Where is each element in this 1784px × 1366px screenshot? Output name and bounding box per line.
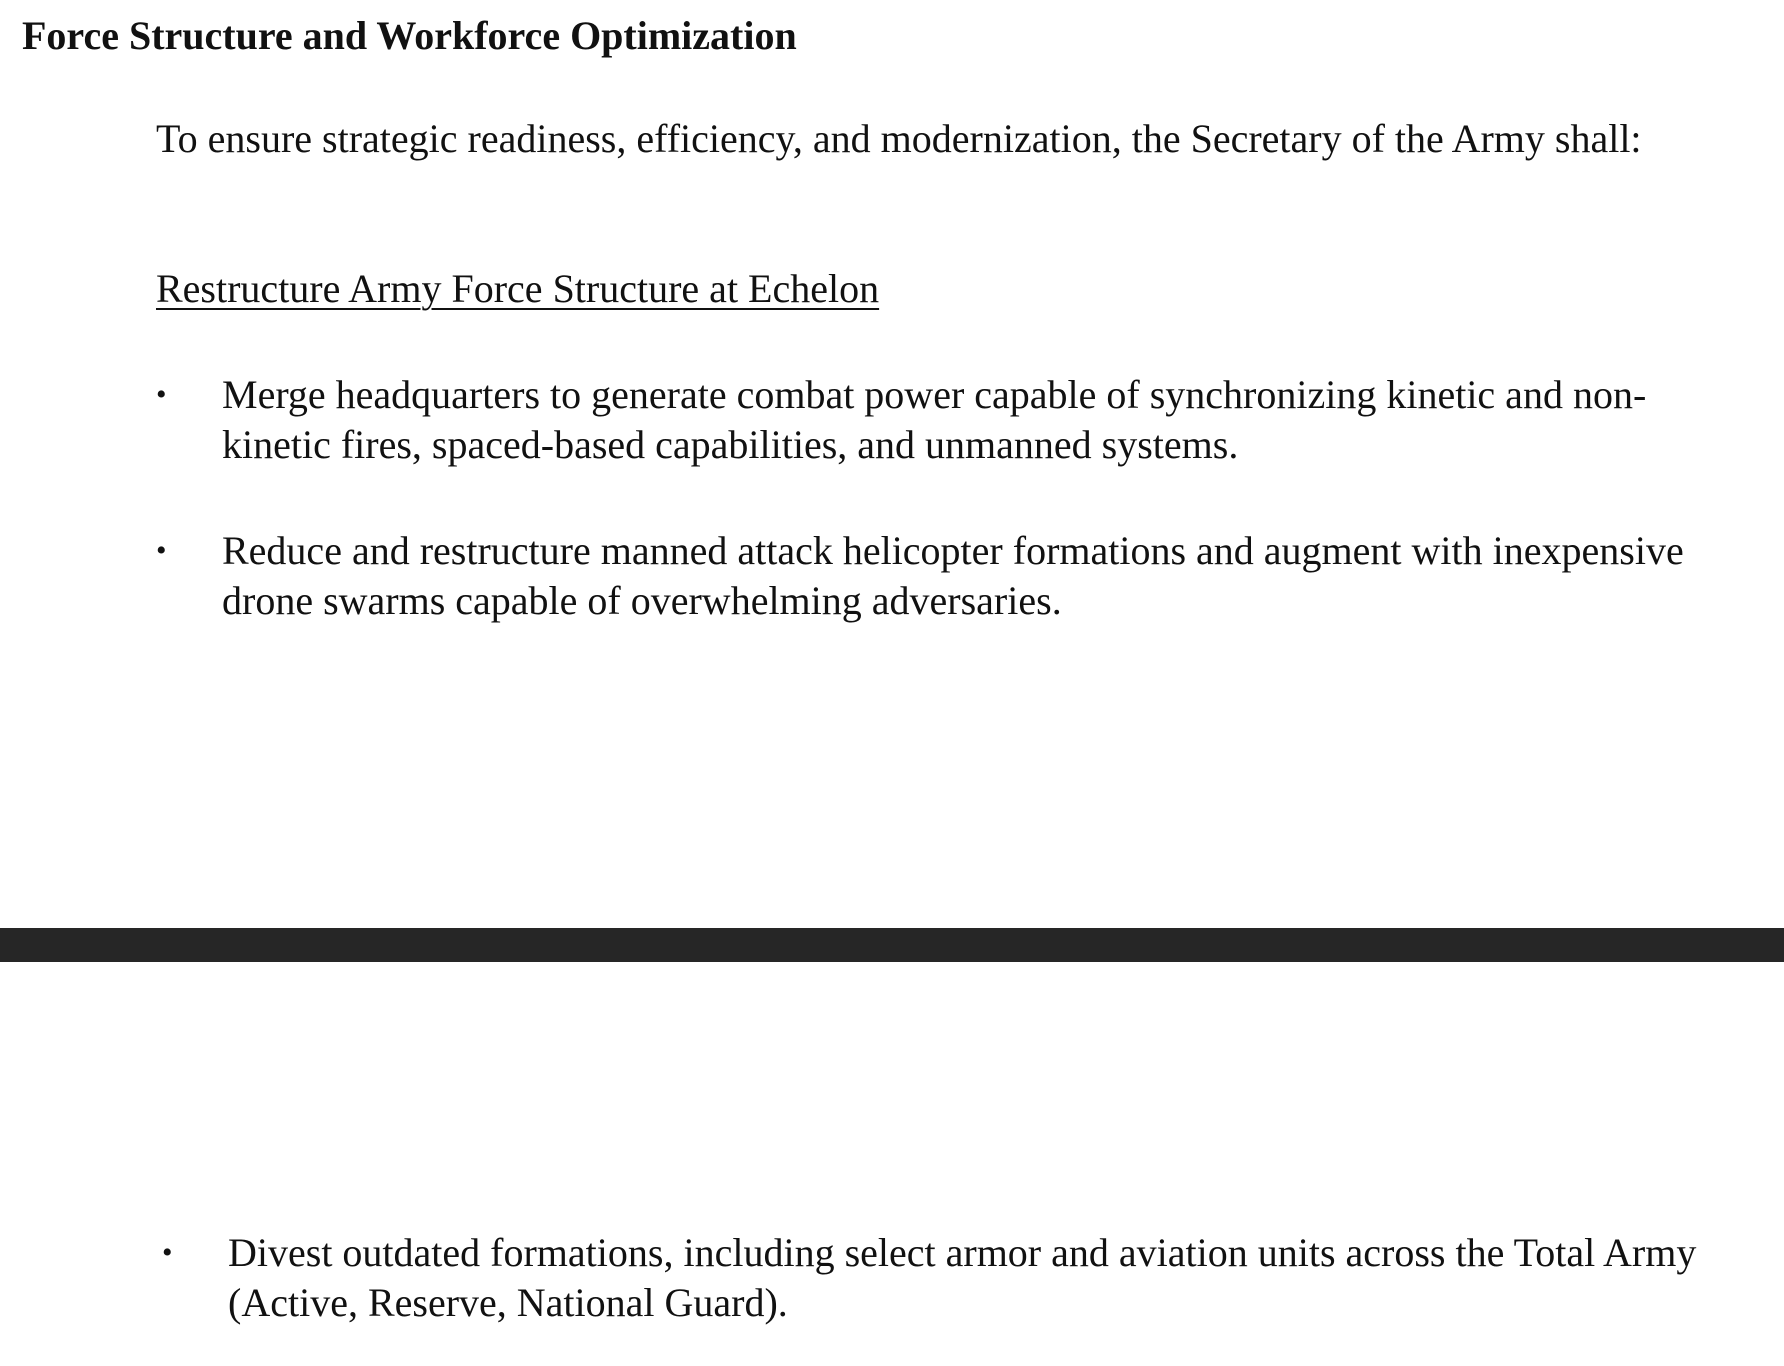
subsection-heading: Restructure Army Force Structure at Echelon bbox=[156, 266, 880, 311]
section-heading: Force Structure and Workforce Optimization bbox=[22, 13, 797, 58]
bullet-icon: • bbox=[156, 534, 167, 567]
page-divider bbox=[0, 928, 1784, 962]
document-page-bottom bbox=[0, 962, 1784, 1366]
list-item-text: Divest outdated formations, including select armor and aviation units across the Total Army (Active, Reserve, National Guard). bbox=[228, 1230, 1697, 1325]
bullet-icon: • bbox=[162, 1236, 173, 1269]
list-item-text: Merge headquarters to generate combat power capable of synchronizing kinetic and non-kinetic fires, spaced-based capabilities, and unmanned systems. bbox=[222, 372, 1647, 467]
bullet-icon: • bbox=[156, 378, 167, 411]
intro-paragraph: To ensure strategic readiness, efficiency, and modernization, the Secretary of the Army shall: bbox=[156, 116, 1642, 161]
list-item-text: Reduce and restructure manned attack helicopter formations and augment with inexpensive drone swarms capable of overwhelming adversaries. bbox=[222, 528, 1684, 623]
